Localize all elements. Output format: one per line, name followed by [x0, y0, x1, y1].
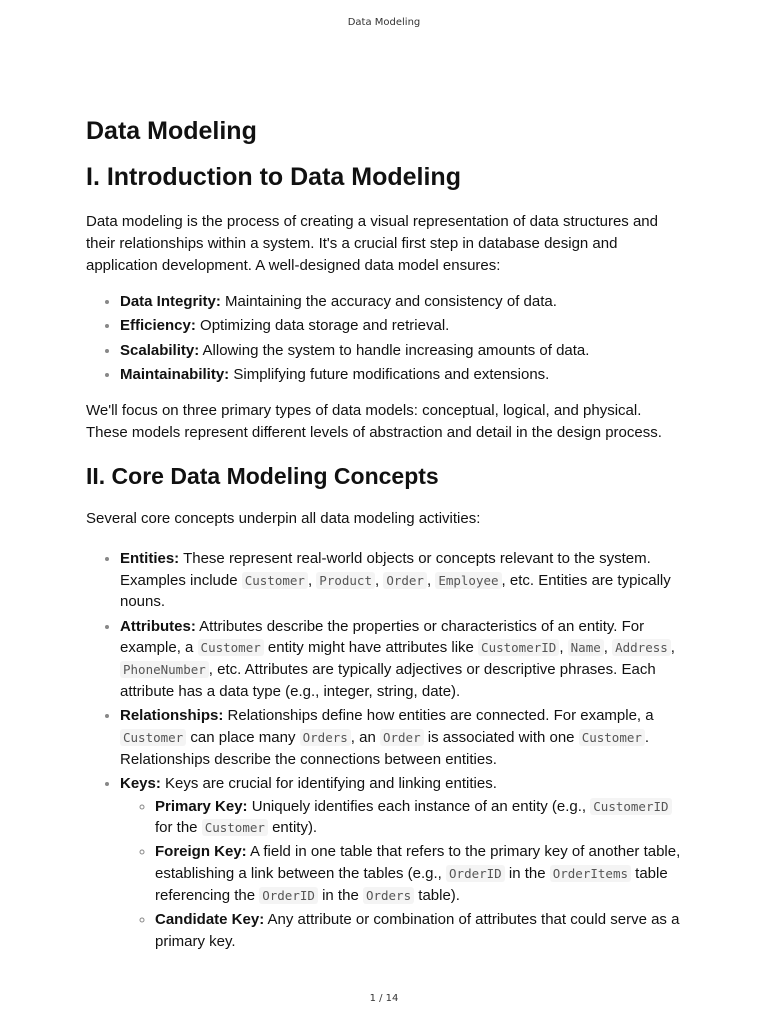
- separator: ,: [426, 571, 436, 589]
- intro-paragraph: Data modeling is the process of creating a visual representation of data structures and their relationships within a system. It's a crucial first step in database design and application development. A well-designed data model ensures:: [86, 213, 658, 274]
- list-item-attributes: [120, 616, 686, 703]
- bullet-text: A field in one table that refers to the primary key of another table, establishing a link between the tables (e.g.,: [155, 843, 681, 883]
- running-header: Data Modeling: [347, 17, 421, 28]
- list-item-candidate-key: [155, 909, 686, 953]
- bullet-text: can place many: [186, 728, 300, 746]
- bullet-text: entity might have attributes like: [263, 639, 479, 657]
- bullet-text: in the: [504, 865, 550, 883]
- list-item: [120, 315, 686, 337]
- inline-code: CustomerID: [478, 639, 559, 656]
- inline-code: Customer: [120, 729, 186, 746]
- inline-code: PhoneNumber: [120, 661, 209, 678]
- bullet-text: . Relationships describe the connections between entities.: [120, 728, 650, 768]
- separator: ,: [670, 639, 675, 657]
- list-item: [120, 364, 686, 386]
- bullet-term: Attributes:: [120, 617, 196, 635]
- bullet-text: Allowing the system to handle increasing amounts of data.: [199, 341, 590, 359]
- inline-code: Name: [568, 639, 604, 656]
- document-body: [86, 108, 686, 955]
- section-heading-introduction: I. Introduction to Data Modeling: [86, 163, 461, 191]
- bullet-term: Keys:: [120, 774, 161, 792]
- inline-code: Product: [316, 572, 375, 589]
- section-heading-core-concepts: II. Core Data Modeling Concepts: [86, 463, 439, 490]
- bullet-term: Candidate Key:: [155, 911, 265, 929]
- separator: ,: [559, 639, 568, 657]
- bullet-term: Foreign Key:: [155, 843, 247, 861]
- inline-code: OrderID: [446, 865, 505, 882]
- list-item-primary-key: [155, 796, 686, 840]
- bullet-text: table).: [414, 887, 460, 904]
- bullet-term: Relationships:: [120, 707, 224, 725]
- inline-code: Customer: [202, 819, 268, 836]
- bullet-term: Maintainability:: [120, 365, 230, 383]
- inline-code: Order: [380, 729, 424, 746]
- inline-code: Order: [383, 572, 427, 589]
- inline-code: Customer: [242, 572, 308, 589]
- bullet-text: for the: [155, 819, 202, 837]
- separator: ,: [307, 571, 317, 589]
- keys-sub-list: [120, 796, 686, 953]
- list-item-keys: [120, 773, 686, 953]
- bullet-text: is associated with one: [423, 728, 579, 746]
- separator: ,: [603, 639, 613, 657]
- inline-code: Customer: [579, 729, 645, 746]
- inline-code: OrderItems: [550, 865, 631, 882]
- intro-closing-paragraph: We'll focus on three primary types of data models: conceptual, logical, and physical. These models represent different levels of abstraction and detail in the design process.: [86, 402, 662, 442]
- list-item: [120, 291, 686, 313]
- bullet-term: Efficiency:: [120, 317, 196, 335]
- bullet-term: Primary Key:: [155, 797, 248, 815]
- inline-code: Orders: [363, 887, 414, 904]
- bullet-text: Relationships define how entities are connected. For example, a: [223, 707, 654, 725]
- bullet-text: These represent real-world objects or concepts relevant to the system. Examples include: [120, 549, 651, 589]
- inline-code: Employee: [435, 572, 501, 589]
- inline-code: Customer: [198, 639, 264, 656]
- list-item: [120, 340, 686, 362]
- list-item-entities: [120, 548, 686, 613]
- inline-code: Orders: [300, 729, 351, 746]
- bullet-text: Simplifying future modifications and extensions.: [229, 365, 550, 383]
- bullet-text: entity).: [267, 819, 318, 837]
- bullet-text: Any attribute or combination of attributes that could serve as a primary key.: [155, 911, 680, 950]
- inline-code: OrderID: [259, 887, 318, 904]
- bullet-text: , an: [350, 728, 380, 746]
- inline-code: Address: [612, 639, 671, 656]
- list-item-foreign-key: [155, 841, 686, 906]
- core-paragraph: Several core concepts underpin all data modeling activities:: [86, 510, 481, 528]
- core-bullet-list: [86, 548, 686, 953]
- bullet-text: in the: [317, 887, 363, 904]
- bullet-text: Optimizing data storage and retrieval.: [195, 317, 450, 335]
- bullet-text: table referencing the: [155, 865, 668, 904]
- bullet-text: Attributes describe the properties or characteristics of an entity. For example, a: [120, 617, 645, 657]
- bullet-term: Scalability:: [120, 341, 200, 359]
- bullet-text: Keys are crucial for identifying and linking entities.: [160, 774, 497, 792]
- list-item-relationships: [120, 705, 686, 770]
- page-number: 1 / 14: [369, 993, 399, 1004]
- bullet-text: , etc. Attributes are typically adjectives or descriptive phrases. Each attribute has a data type (e.g., integer, string, date).: [120, 661, 656, 700]
- document-title: Data Modeling: [86, 117, 257, 145]
- separator: ,: [374, 571, 384, 589]
- bullet-text: , etc. Entities are typically nouns.: [120, 571, 671, 611]
- bullet-term: Data Integrity:: [120, 293, 221, 311]
- inline-code: CustomerID: [590, 798, 671, 815]
- bullet-text: Maintaining the accuracy and consistency of data.: [220, 293, 557, 311]
- intro-bullet-list: [86, 291, 686, 385]
- bullet-term: Entities:: [120, 549, 180, 567]
- bullet-text: Uniquely identifies each instance of an entity (e.g.,: [247, 797, 591, 815]
